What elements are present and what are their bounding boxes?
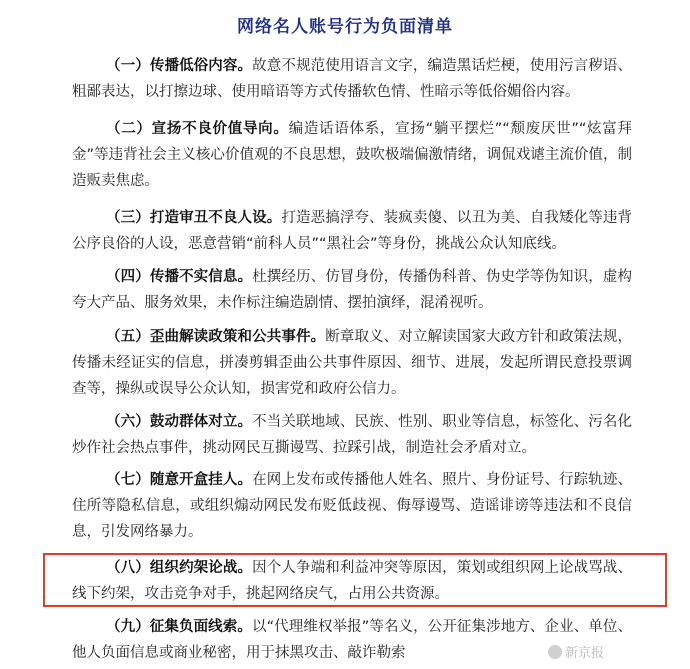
item-heading: （二）宣扬不良价值导向。 [106, 121, 289, 137]
list-item [72, 53, 632, 105]
item-body: 编造话语体系，宣扬“躺平摆烂”“颓废厌世”“炫富拜金”等违背社会主义核心价值观的不良思想，鼓吹极端偏激情绪，调侃戏谑主流价值，制造贩卖焦虑。 [72, 121, 632, 189]
list-item-highlighted [72, 555, 632, 607]
item-heading: （三）打造审丑不良人设。 [106, 210, 282, 226]
item-body: 在网上发布或传播他人姓名、照片、身份证号、行踪轨迹、住所等隐私信息，或组织煽动网民发布贬低歧视、侮辱谩骂、造谣诽谤等违法和不良信息，引发网络暴力。 [72, 472, 633, 540]
item-body: 断章取义、对立解读国家大政方针和政策法规，传播未经证实的信息，拼凑剪辑歪曲公共事件原因、细节、进展，发起所谓民意投票调查等，操纵或误导公众认知，损害党和政府公信力。 [72, 329, 633, 397]
item-body: 故意不规范使用语言文字，编造黑话烂梗，使用污言秽语、粗鄙表达，以打擦边球、使用暗语等方式传播软色情、性暗示等低俗媚俗内容。 [72, 58, 633, 100]
item-body: 以“代理维权举报”等名义，公开征集涉地方、企业、单位、他人负面信息或商业秘密，用于抹黑攻击、敲诈勒索 [72, 619, 632, 661]
item-body: 不当关联地域、民族、性别、职业等信息，标签化、污名化炒作社会热点事件，挑动网民互撕谩骂、拉踩引战，制造社会矛盾对立。 [72, 414, 633, 456]
weibo-logo-icon [548, 645, 562, 659]
item-heading: （四）传播不实信息。 [106, 269, 253, 285]
item-body: 杜撰经历、仿冒身份，传播伪科普、伪史学等伪知识，虚构夸大产品、服务效果，未作标注编造剧情、摆拍演绎，混淆视听。 [72, 269, 633, 311]
list-item [72, 205, 632, 257]
item-heading: （六）鼓动群体对立。 [106, 414, 253, 430]
item-heading: （一）传播低俗内容。 [106, 58, 253, 74]
list-item [72, 116, 632, 194]
watermark [548, 642, 604, 661]
list-item [72, 409, 632, 461]
document-title: 网络名人账号行为负面清单 [237, 17, 453, 37]
item-body: 因个人争端和利益冲突等原因，策划或组织网上论战骂战、线下约架，攻击竞争对手，挑起网络戾气，占用公共资源。 [72, 560, 633, 602]
watermark-text: 新京报 [565, 646, 605, 661]
item-heading: （九）征集负面线索。 [106, 619, 252, 635]
list-item [72, 264, 632, 316]
item-heading: （七）随意开盒挂人。 [106, 472, 253, 488]
item-heading: （八）组织约架论战。 [106, 560, 253, 576]
item-body: 打造恶搞浮夸、装疯卖傻、以丑为美、自我矮化等违背公序良俗的人设，恶意营销“前科人员”“黑社会”等身份，挑战公众认知底线。 [72, 210, 633, 252]
list-item [72, 324, 632, 402]
list-item [72, 467, 632, 545]
item-heading: （五）歪曲解读政策和公共事件。 [106, 329, 326, 345]
